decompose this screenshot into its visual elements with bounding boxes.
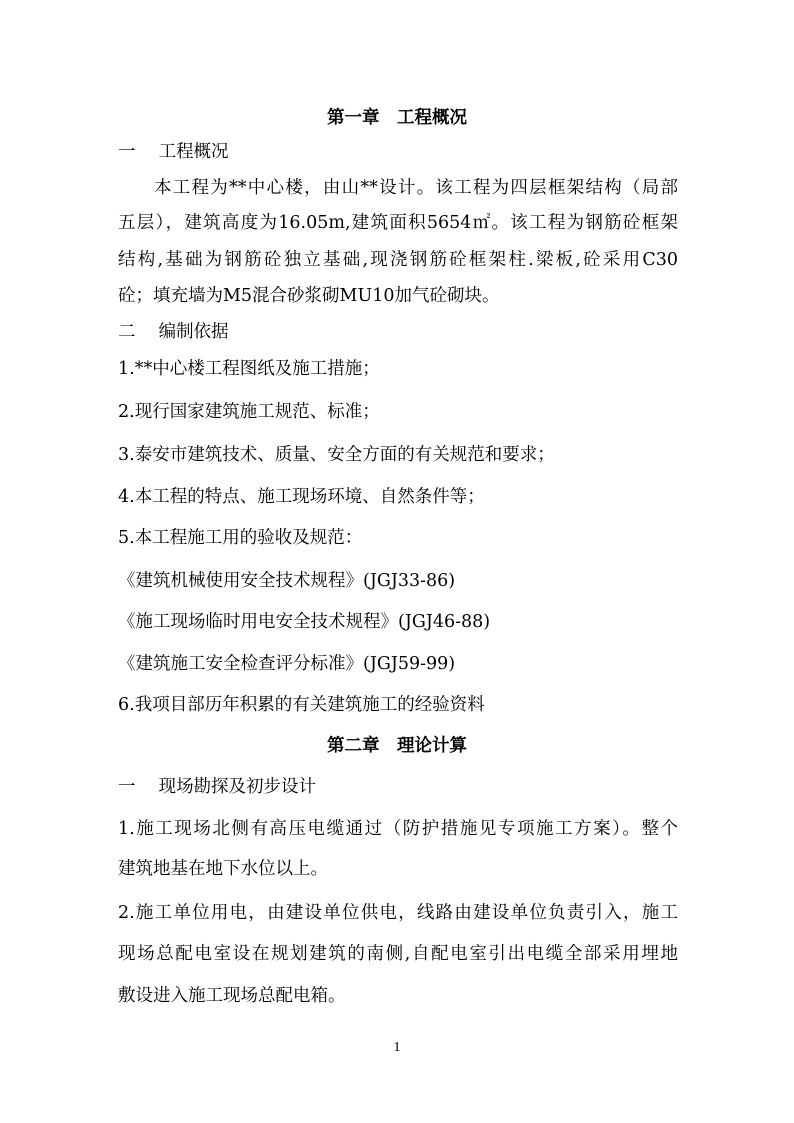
standard-item: 《施工现场临时用电安全技术规程》(JGJ46-88) [118, 612, 491, 632]
paragraph-line: 本工程为**中心楼，由山**设计。该工程为四层框架结构（局部 [154, 178, 678, 198]
standard-item: 《建筑机械使用安全技术规程》(JGJ33-86) [118, 571, 456, 591]
paragraph-line: 砼；填充墙为M5混合砂浆砌MU10加气砼砌块。 [118, 286, 500, 306]
list-item: 5.本工程施工用的验收及规范： [118, 528, 363, 548]
list-item: 2.现行国家建筑施工规范、标准； [118, 402, 380, 422]
paragraph-line: 1.施工现场北侧有高压电缆通过（防护措施见专项施工方案）。整个 [118, 819, 678, 839]
list-item: 6.我项目部历年积累的有关建筑施工的经验资料 [118, 695, 485, 715]
paragraph-line: 敷设进入施工现场总配电箱。 [118, 986, 346, 1006]
section-heading-survey: 一 现场勘探及初步设计 [118, 777, 317, 797]
paragraph-line: 结构,基础为钢筋砼独立基础,现浇钢筋砼框架柱.梁板,砼采用C30 [118, 250, 678, 270]
section-heading-overview: 一 工程概况 [118, 142, 229, 162]
chapter-2-title: 第二章 理论计算 [327, 736, 467, 756]
section-heading-basis: 二 编制依据 [118, 322, 229, 342]
page-number: 1 [393, 1040, 401, 1055]
paragraph-line: 五层），建筑高度为16.05m,建筑面积5654㎡。该工程为钢筋砼框架 [118, 213, 678, 233]
paragraph-line: 建筑地基在地下水位以上。 [118, 859, 328, 879]
paragraph-line: 现场总配电室设在规划建筑的南侧,自配电室引出电缆全部采用埋地 [118, 944, 678, 964]
chapter-1-title: 第一章 工程概况 [327, 108, 467, 128]
paragraph-line: 2.施工单位用电，由建设单位供电，线路由建设单位负责引入，施工 [118, 903, 678, 923]
list-item: 4.本工程的特点、施工现场环境、自然条件等； [118, 487, 485, 507]
standard-item: 《建筑施工安全检查评分标准》(JGJ59-99) [118, 654, 456, 674]
list-item: 3.泰安市建筑技术、质量、安全方面的有关规范和要求； [118, 445, 555, 465]
list-item: 1.**中心楼工程图纸及施工措施； [118, 359, 380, 379]
